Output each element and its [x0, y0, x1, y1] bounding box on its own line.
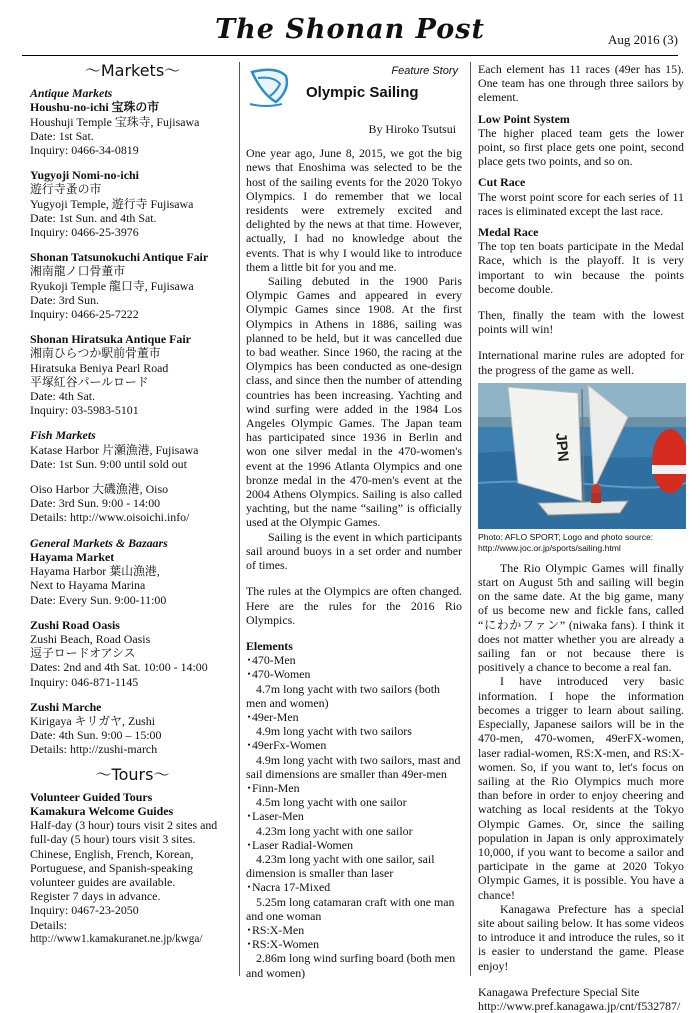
market-detail: Inquiry: 0466-34-0819	[30, 143, 139, 158]
element-name: ･49erFx-Women	[246, 738, 327, 753]
feature-label: Feature Story	[391, 65, 458, 77]
market-name: Shonan Hiratsuka Antique Fair	[30, 332, 191, 347]
element-description: 4.7m long yacht with two sailors (both men and women)	[246, 681, 440, 710]
market-entry	[30, 618, 235, 689]
feature-title: Olympic Sailing	[306, 84, 419, 101]
element-name: ･470-Men	[246, 653, 296, 668]
market-entry	[30, 332, 235, 417]
market-detail: Date: 3rd Sun. 9:00 - 14:00	[30, 496, 161, 511]
feature-column	[246, 64, 462, 980]
market-category: General Markets & Bazaars	[30, 535, 168, 550]
elements-heading: Elements	[246, 638, 293, 653]
market-detail: Inquiry: 046-871-1145	[30, 674, 139, 689]
rule-text: The top ten boats participate in the Medal Race, which is the playoff. It is very important to win because the points become double.	[478, 239, 684, 296]
market-entry	[30, 700, 235, 757]
market-entry	[30, 168, 235, 239]
sail-number-text: JPN	[552, 431, 572, 463]
market-detail: 遊行寺蚤の市	[30, 182, 102, 197]
market-category: Antique Markets	[30, 86, 113, 101]
byline: By Hiroko Tsutsui	[368, 122, 456, 136]
site-link[interactable]: http://www.pref.kanagawa.jp/cnt/f532787/	[478, 998, 681, 1013]
market-detail: Yugyoji Temple, 遊行寺 Fujisawa	[30, 196, 194, 211]
masthead-rule	[22, 55, 678, 56]
feature-paragraph: One year ago, June 8, 2015, we got the big news that Enoshima was selected to be the host of the sailing events for the 2020 Tokyo Olympics. I do remember that we local residents were extremely excited and delighted by the news at that time. However, actually, I had no knowledge about the events. That is why I would like to introduce them a little bit for you and me.	[246, 146, 462, 274]
market-detail: Zushi Beach, Road Oasis	[30, 631, 151, 646]
market-detail: Next to Hayama Marina	[30, 578, 146, 593]
market-link[interactable]: Details: http://zushi-march	[30, 742, 158, 757]
market-detail: Hiratsuka Beniya Pearl Road	[30, 360, 169, 375]
races-intro: Each element has 11 races (49er has 15). One team has one through three sailors by element.	[478, 62, 684, 105]
tours-subtitle: Kamakura Welcome Guides	[30, 803, 174, 818]
market-detail: Date: 1st Sun. 9:00 until sold out	[30, 456, 187, 471]
column-divider-left	[239, 62, 240, 976]
market-detail: Date: 4th Sat.	[30, 389, 96, 404]
market-link[interactable]: Details: http://www.oisoichi.info/	[30, 510, 190, 525]
element-name: ･RS:X-Women	[246, 937, 320, 952]
rule-heading: Medal Race	[478, 225, 539, 240]
feature-paragraph: Sailing is the event in which participants sail around buoys in a set order and number of times.	[246, 529, 462, 573]
market-detail: Dates: 2nd and 4th Sat. 10:00 - 14:00	[30, 660, 208, 675]
photo-caption: Photo: AFLO SPORT; Logo and photo source: http://www.joc.or.jp/sports/sailing.html	[478, 531, 654, 553]
element-description: 4.23m long yacht with one sailor, sail dimension is smaller than laser	[246, 851, 435, 881]
site-label: Kanagawa Prefecture Special Site	[478, 984, 640, 999]
rule-heading: Low Point System	[478, 111, 570, 126]
market-detail: Ryukoji Temple 龍口寺, Fujisawa	[30, 278, 194, 293]
tour-line: Chinese, English, French, Korean,	[30, 846, 194, 861]
right-column	[478, 62, 684, 1013]
element-description: 4.9m long yacht with two sailors, mast and sail dimensions are smaller than 49er-men	[246, 752, 461, 781]
feature-paragraph: The rules at the Olympics are often changed. Here are the rules for the 2016 Rio Olympics.	[246, 584, 462, 627]
element-description: 4.5m long yacht with one sailor	[256, 795, 407, 810]
market-detail: Hayama Harbor 葉山漁港,	[30, 564, 160, 579]
tours-title: Volunteer Guided Tours	[30, 789, 153, 804]
tour-line: Details:	[30, 917, 67, 932]
tour-link[interactable]: http://www1.kamakuranet.ne.jp/kwga/	[30, 932, 203, 945]
masthead-title: The Shonan Post	[215, 14, 485, 45]
market-detail: Kirigaya キリガヤ, Zushi	[30, 713, 156, 728]
element-name: ･RS:X-Men	[246, 922, 305, 937]
markets-heading: ～Markets～	[84, 61, 181, 80]
markets-list	[30, 86, 235, 756]
column-divider-right	[470, 62, 471, 976]
element-name: ･Laser-Men	[246, 809, 304, 824]
market-entry	[30, 100, 235, 157]
market-name: Zushi Marche	[30, 699, 102, 714]
element-name: ･Finn-Men	[246, 780, 300, 795]
rule-text: The higher placed team gets the lower point, so first place gets one point, second place gets two points, and so on.	[478, 125, 684, 169]
tour-line: Register 7 days in advance.	[30, 889, 161, 904]
market-name: Houshu-no-ichi 宝珠の市	[30, 100, 160, 115]
market-entry	[30, 250, 235, 321]
rule-heading: Cut Race	[478, 175, 526, 190]
feature-paragraph: Sailing debuted in the 1900 Paris Olympic Games and appeared in every Olympic Games since 1908. At the first Olympics in Athens in 1886, sailing was planned to be held, but it was cancelled due to bad weather. Since 1960, the racing at the Olympics has been conducted as one-design class, and since then the number of attending countries has been increasing. Yachting and wind surfing were added in the 1984 Los Angeles Olympic Games. The Japan team has participated since 1936 in Berlin and won one silver medal in the 470-women's event at the 1996 Atlanta Olympics and one bronze medal in the 470-men's event at the 2004 Athens Olympics. Sailing is also called yachting, but the name “sailing” is officially used at the Olympic Games.	[246, 274, 462, 530]
tours-section	[30, 790, 235, 946]
market-detail: Inquiry: 03-5983-5101	[30, 403, 139, 418]
elements-list	[246, 653, 462, 980]
element-name: ･Laser Radial-Women	[246, 837, 354, 852]
element-name: ･49er-Men	[246, 709, 299, 724]
element-description: 5.25m long catamaran craft with one man and one woman	[246, 894, 455, 923]
market-detail: 平塚紅谷パールロード	[30, 374, 149, 389]
element-description: 4.23m long yacht with one sailor	[256, 823, 413, 838]
market-detail: Inquiry: 0466-25-3976	[30, 225, 139, 240]
market-detail: Oiso Harbor 大磯漁港, Oiso	[30, 482, 169, 497]
kanagawa-paragraph: Kanagawa Prefecture has a special site about sailing below. It has some videos to introduce it and introduce the rules, so it is easier to understand the game. Please enjoy!	[478, 901, 684, 973]
tour-line: Half-day (3 hour) tours visit 2 sites and	[30, 818, 218, 833]
market-name: Hayama Market	[30, 549, 115, 564]
olympic-sailing-logo-icon	[246, 64, 294, 110]
market-detail: 湘南ひらつか駅前骨董市	[30, 346, 161, 361]
market-entry	[30, 550, 235, 607]
market-detail: Date: 1st Sat.	[30, 128, 94, 143]
rule-text: The worst point score for each series of 11 races is eliminated except the last race.	[478, 189, 684, 218]
intro-paragraph: I have introduced very basic information. I hope the information becomes a trigger to learn about sailing. Especially, Japanese sailors will be in the 470-men, 470-women, 49erFX-women, laser radial-women, RS:X-men, and RS:X-women. So, if you want to, let's focus on sailing at the Rio Olympics much more than before in order to enjoy cheering and watching as local residents at the Tokyo Olympic Games. Or, since the sailing population in Japan is only approximately 10,000, if you want to become a sailor and participate in the game at 2020 Tokyo Olympic Games, it is possible. You have a chance!	[478, 674, 684, 902]
tour-line: Portuguese, and Spanish-speaking	[30, 860, 193, 875]
market-detail: 湘南龍ノ口骨董市	[30, 264, 126, 279]
market-detail: Date: 3rd Sun.	[30, 292, 100, 307]
market-detail: Date: 1st Sun. and 4th Sat.	[30, 210, 157, 225]
markets-column	[30, 61, 235, 946]
market-name: Yugyoji Nomi-no-ichi	[30, 168, 139, 183]
market-detail: Katase Harbor 片瀬漁港, Fujisawa	[30, 442, 199, 457]
element-description: 4.9m long yacht with two sailors	[256, 724, 412, 739]
market-name: Shonan Tatsunokuchi Antique Fair	[30, 250, 209, 265]
tour-line: full-day (5 hour) tours visit 3 sites.	[30, 832, 196, 847]
tours-heading: ～Tours～	[95, 764, 170, 784]
market-detail: Houshuji Temple 宝珠寺, Fujisawa	[30, 114, 200, 129]
feature-header	[246, 64, 462, 116]
market-detail: Date: Every Sun. 9:00-11:00	[30, 592, 167, 607]
market-detail: 逗子ロードオアシス	[30, 646, 136, 661]
sailing-photo	[478, 383, 686, 529]
tour-line: Inquiry: 0467-23-2050	[30, 903, 139, 918]
marine-rules-paragraph: International marine rules are adopted for the progress of the game as well.	[478, 348, 684, 377]
market-detail: Date: 4th Sun. 9:00 – 15:00	[30, 728, 162, 743]
market-detail: Inquiry: 0466-25-7222	[30, 307, 139, 322]
tour-details	[30, 818, 235, 946]
market-category: Fish Markets	[30, 428, 96, 443]
tour-line: volunteer guides are available.	[30, 874, 176, 889]
market-entry	[30, 443, 235, 471]
market-entry	[30, 482, 235, 525]
market-name: Zushi Road Oasis	[30, 617, 120, 632]
rio-paragraph: The Rio Olympic Games will finally start on August 5th and sailing will begin on the same date. At the big game, many of us become new and fickle fans, called “にわかファン” (niwaka fans). I think it does not matter whether you are already a sailing fan or not because there is positively a chance to become a real fan.	[478, 560, 684, 675]
element-name: ･Nacra 17-Mixed	[246, 880, 331, 895]
issue-date: Aug 2016 (3)	[607, 32, 678, 47]
element-description: 2.86m long wind surfing board (both men and women)	[246, 951, 456, 980]
element-name: ･470-Women	[246, 667, 311, 682]
finally-paragraph: Then, finally the team with the lowest points will win!	[478, 308, 684, 337]
